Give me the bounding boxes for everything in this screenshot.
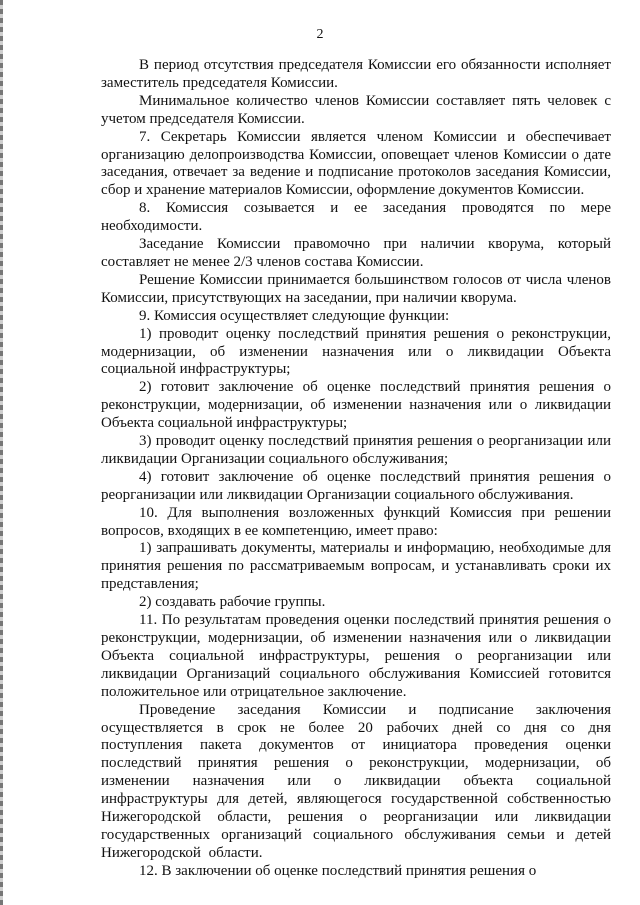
function-item-4: 4) готовит заключение об оценке последствий принятия решения о реорганизации или ликвидации Организации социального обслуживания. xyxy=(101,468,611,503)
rights-item-2: 2) создавать рабочие группы. xyxy=(139,594,326,611)
rights-item-1: 1) запрашивать документы, материалы и информацию, необходимые для принятия решения по рассматриваемым вопросам, и устанавливать сроки их представления; xyxy=(101,540,611,593)
document-body xyxy=(101,57,611,881)
paragraph-10-rights: 10. Для выполнения возложенных функций Комиссия при решении вопросов, входящих в ее компетенцию, имеет право: xyxy=(101,504,611,539)
function-item-2: 2) готовит заключение об оценке последствий принятия решения о реконструкции, модернизации, об изменении назначения или о ликвидации Объекта социальной инфраструктуры; xyxy=(101,379,611,432)
paragraph-8-convening: 8. Комиссия созывается и ее заседания проводятся по мере необходимости. xyxy=(101,200,611,235)
function-item-1: 1) проводит оценку последствий принятия решения о реконструкции, модернизации, об изменении назначения или о ликвидации Объекта социальной инфраструктуры; xyxy=(101,325,611,378)
paragraph-decision-voting: Решение Комиссии принимается большинством голосов от числа членов Комиссии, присутствующих на заседании, при наличии кворума. xyxy=(101,271,611,306)
paragraph-11-conclusion: 11. По результатам проведения оценки последствий принятия решения о реконструкции, модернизации, об изменении назначения или о ликвидации Объекта социальной инфраструктуры, решения о реорганизации или ликвидации Организаций социального обслуживания Комиссией готовится положительное или отрицательное заключение. xyxy=(101,612,611,700)
paragraph-quorum: Заседание Комиссии правомочно при наличии кворума, который составляет не менее 2/3 членов состава Комиссии. xyxy=(101,236,611,270)
paragraph-meeting-deadline: Проведение заседания Комиссии и подписание заключения осуществляется в срок не более 20 рабочих дней со дня со дня поступления пакета документов от инициатора проведения оценки последствий принятия решения о реконструкции, модернизации, об изменении назначения или о ликвидации объекта социальной инфраструктуры для детей, являющегося государственной собственностью Нижегородской области, решения о реорганизации или ликвидации государственных организаций социального обслуживания семьи и детей Нижегородской области. xyxy=(101,701,611,861)
paragraph-12-assessment: 12. В заключении об оценке последствий принятия решения о xyxy=(139,862,537,879)
scan-edge xyxy=(0,0,3,905)
function-item-3: 3) проводит оценку последствий принятия решения о реорганизации или ликвидации Организации социального обслуживания; xyxy=(101,433,611,467)
paragraph-7-secretary: 7. Секретарь Комиссии является членом Комиссии и обеспечивает организацию делопроизводства Комиссии, оповещает членов Комиссии о дате заседания, отвечает за ведение и подписание протоколов заседания Комиссии, сбор и хранение материалов Комиссии, оформление документов Комиссии. xyxy=(101,128,611,199)
paragraph-deputy-chair: В период отсутствия председателя Комиссии его обязанности исполняет заместитель председателя Комиссии. xyxy=(101,57,611,91)
paragraph-minimum-members: Минимальное количество членов Комиссии составляет пять человек с учетом председателя Комиссии. xyxy=(101,92,611,127)
paragraph-9-functions: 9. Комиссия осуществляет следующие функции: xyxy=(139,307,450,324)
page-number: 2 xyxy=(316,27,324,42)
